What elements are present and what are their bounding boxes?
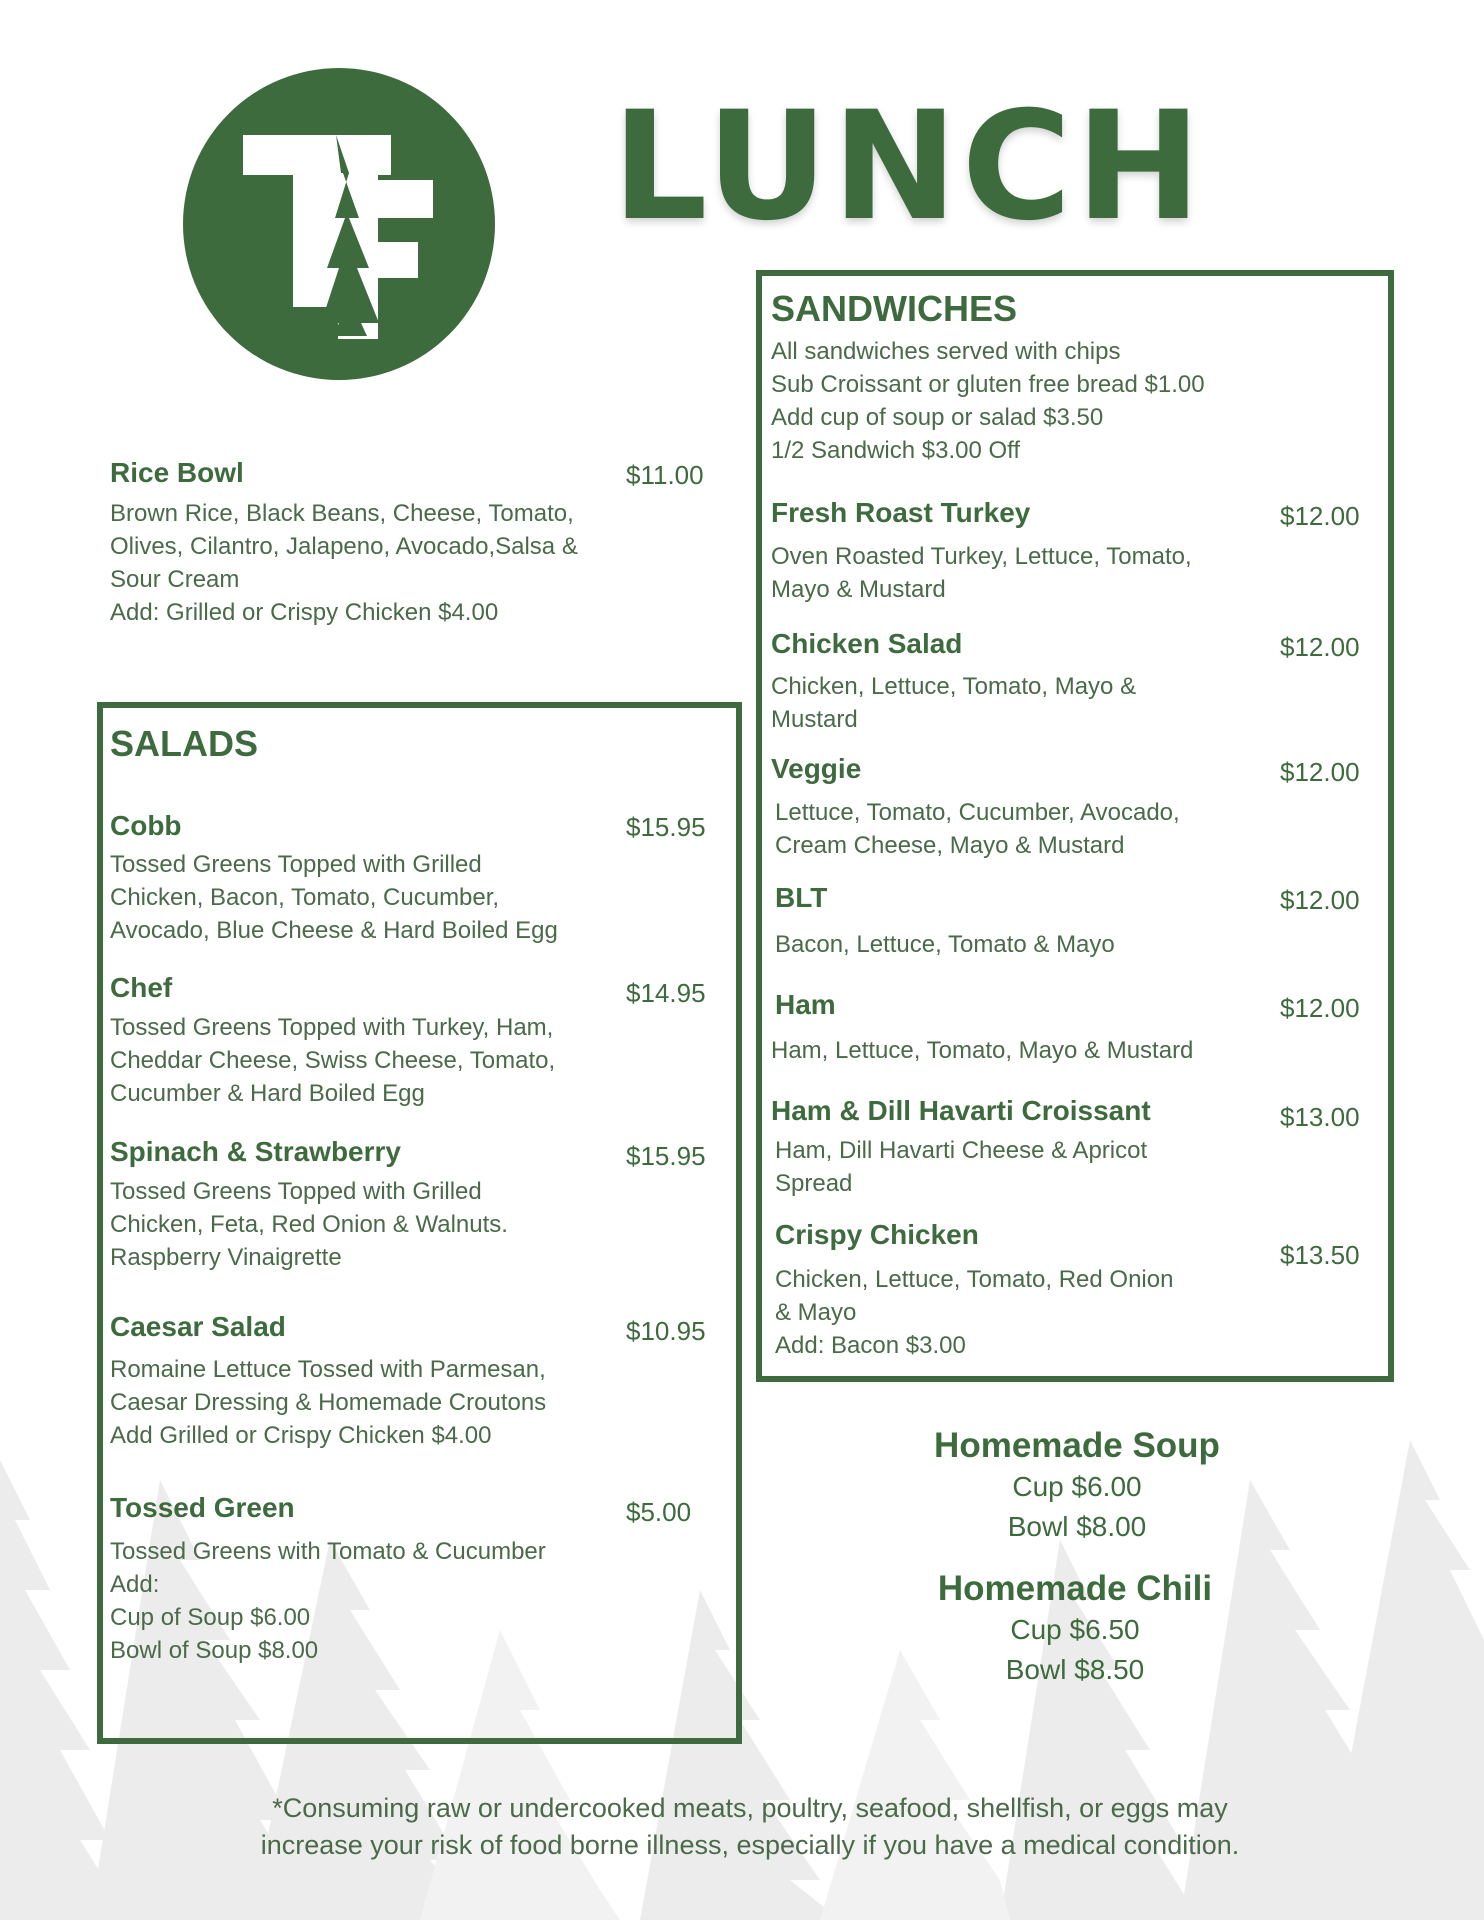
note-line: 1/2 Sandwich $3.00 Off <box>771 437 1021 464</box>
description-line: Cucumber & Hard Boiled Egg <box>110 1080 425 1107</box>
sandwiches-title: SANDWICHES <box>771 288 1018 329</box>
salad-item-price: $14.95 <box>626 978 706 1008</box>
soup-name: Homemade Soup <box>934 1426 1220 1465</box>
note-line: Add cup of soup or salad $3.50 <box>771 404 1104 431</box>
sandwich-item-description <box>771 540 1192 606</box>
sandwiches-notes <box>771 335 1205 467</box>
soup-cup-price: Cup $6.00 <box>1012 1471 1142 1502</box>
sandwich-item-price: $12.00 <box>1280 501 1360 531</box>
sandwich-item-description <box>775 1263 1173 1362</box>
description-line: Sour Cream <box>110 566 240 593</box>
salad-item-name: Tossed Green <box>110 1492 295 1523</box>
description-line: Spread <box>775 1170 853 1197</box>
sandwich-item-description <box>775 928 1115 961</box>
description-line: Ham, Dill Havarti Cheese & Apricot <box>775 1137 1148 1164</box>
description-line: Chicken, Lettuce, Tomato, Mayo & <box>771 673 1137 700</box>
description-line: Raspberry Vinaigrette <box>110 1244 342 1271</box>
description-line: Chicken, Bacon, Tomato, Cucumber, <box>110 884 500 911</box>
description-line: Olives, Cilantro, Jalapeno, Avocado,Salsa & <box>110 533 578 560</box>
description-line: Caesar Dressing & Homemade Croutons <box>110 1389 547 1416</box>
description-line: Chicken, Feta, Red Onion & Walnuts. <box>110 1211 508 1238</box>
description-line: Ham, Lettuce, Tomato, Mayo & Mustard <box>771 1037 1194 1064</box>
chili-bowl-price: Bowl $8.50 <box>1005 1654 1145 1685</box>
description-line: Bowl of Soup $8.00 <box>110 1637 319 1664</box>
sandwich-item-price: $13.50 <box>1280 1240 1360 1270</box>
salad-item-description <box>110 848 558 947</box>
description-line: Oven Roasted Turkey, Lettuce, Tomato, <box>771 543 1192 570</box>
sandwich-item-price: $12.00 <box>1280 632 1360 662</box>
description-line: Mayo & Mustard <box>771 576 946 603</box>
description-line: Brown Rice, Black Beans, Cheese, Tomato, <box>110 500 574 527</box>
description-line: Add: Bacon $3.00 <box>775 1332 966 1359</box>
page-title: LUNCH <box>612 80 1206 254</box>
sandwich-item-price: $12.00 <box>1280 993 1360 1023</box>
note-line: Sub Croissant or gluten free bread $1.00 <box>771 371 1205 398</box>
soup-bowl-price: Bowl $8.00 <box>1007 1511 1147 1542</box>
description-line: Lettuce, Tomato, Cucumber, Avocado, <box>775 799 1180 826</box>
description-line: Mustard <box>771 706 858 733</box>
rice-bowl-description <box>110 497 578 629</box>
description-line: Add Grilled or Crispy Chicken $4.00 <box>110 1422 492 1449</box>
description-line: Add: <box>110 1571 160 1598</box>
sandwich-item-price: $13.00 <box>1280 1102 1360 1132</box>
salad-item-description <box>110 1535 546 1667</box>
description-line: Bacon, Lettuce, Tomato & Mayo <box>775 931 1115 958</box>
salad-item-name: Chef <box>110 972 173 1003</box>
description-line: Tossed Greens Topped with Grilled <box>110 1178 482 1205</box>
rice-bowl-price: $11.00 <box>626 460 704 490</box>
description-line: Romaine Lettuce Tossed with Parmesan, <box>110 1356 546 1383</box>
description-line: & Mayo <box>775 1299 857 1326</box>
salad-item-price: $15.95 <box>626 812 706 842</box>
rice-bowl-name: Rice Bowl <box>110 457 244 488</box>
sandwich-item-name: Crispy Chicken <box>775 1219 979 1250</box>
food-safety-disclaimer <box>170 1790 1330 1864</box>
description-line: Avocado, Blue Cheese & Hard Boiled Egg <box>110 917 558 944</box>
salad-item-price: $10.95 <box>626 1316 706 1346</box>
chili-name: Homemade Chili <box>937 1569 1213 1608</box>
homemade-soup <box>877 1425 1277 1547</box>
disclaimer-line: increase your risk of food borne illness, especially if you have a medical condition. <box>260 1830 1240 1860</box>
sandwich-item-price: $12.00 <box>1280 885 1360 915</box>
description-line: Add: Grilled or Crispy Chicken $4.00 <box>110 599 499 626</box>
note-line: All sandwiches served with chips <box>771 338 1121 365</box>
salad-item-name: Caesar Salad <box>110 1311 286 1342</box>
salad-item-description <box>110 1353 546 1452</box>
sandwich-item-description <box>771 670 1136 736</box>
salads-title: SALADS <box>110 723 259 764</box>
description-line: Chicken, Lettuce, Tomato, Red Onion <box>775 1266 1174 1293</box>
sandwich-item-name: Veggie <box>771 753 862 784</box>
sandwich-item-name: Ham & Dill Havarti Croissant <box>771 1095 1151 1126</box>
salad-item-price: $15.95 <box>626 1141 706 1171</box>
description-line: Tossed Greens with Tomato & Cucumber <box>110 1538 546 1565</box>
tf-logo <box>183 68 495 380</box>
salad-item-price: $5.00 <box>626 1497 692 1527</box>
salad-item-name: Cobb <box>110 810 182 841</box>
sandwich-item-description <box>775 1134 1147 1200</box>
salad-item-name: Spinach & Strawberry <box>110 1136 401 1167</box>
disclaimer-line: *Consuming raw or undercooked meats, poultry, seafood, shellfish, or eggs may <box>272 1793 1228 1823</box>
sandwich-item-price: $12.00 <box>1280 757 1360 787</box>
sandwich-item-description <box>775 796 1180 862</box>
homemade-chili <box>875 1568 1275 1690</box>
description-line: Cup of Soup $6.00 <box>110 1604 311 1631</box>
description-line: Cream Cheese, Mayo & Mustard <box>775 832 1125 859</box>
sandwich-item-name: BLT <box>775 882 828 913</box>
description-line: Cheddar Cheese, Swiss Cheese, Tomato, <box>110 1047 556 1074</box>
chili-cup-price: Cup $6.50 <box>1010 1614 1140 1645</box>
sandwich-item-name: Chicken Salad <box>771 628 963 659</box>
salad-item-description <box>110 1175 508 1274</box>
sandwich-item-description <box>771 1034 1193 1067</box>
salad-item-description <box>110 1011 555 1110</box>
description-line: Tossed Greens Topped with Turkey, Ham, <box>110 1014 554 1041</box>
sandwich-item-name: Fresh Roast Turkey <box>771 497 1031 528</box>
description-line: Tossed Greens Topped with Grilled <box>110 851 482 878</box>
sandwich-item-name: Ham <box>775 989 836 1020</box>
